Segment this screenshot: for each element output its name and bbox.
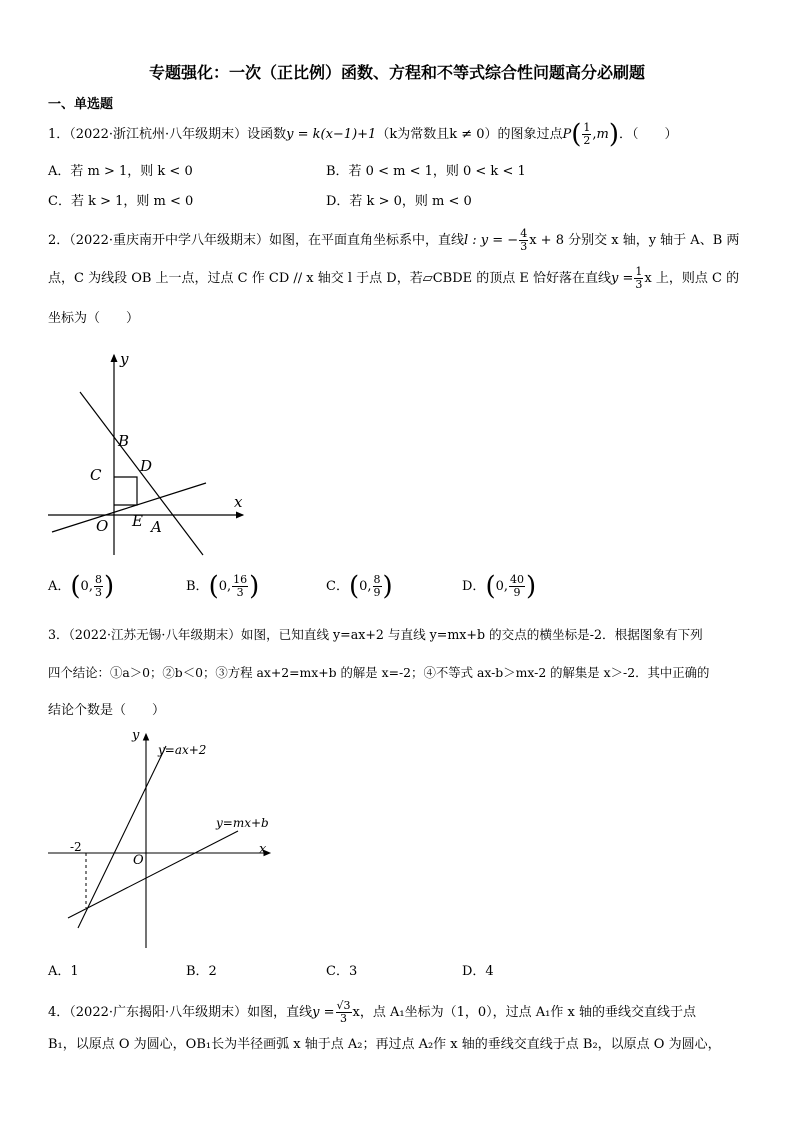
q2-slope-num: 4 <box>520 227 528 240</box>
q2-line2-den: 3 <box>635 278 643 291</box>
q2-option-b-zero: 0 <box>218 579 227 594</box>
q2-option-b-rparen: ) <box>249 571 260 602</box>
q3-line-ax2 <box>78 746 166 928</box>
q2-figure <box>48 350 248 560</box>
q1-option-c[interactable]: C．若 k > 1，则 m < 0 <box>48 194 194 209</box>
q2-option-d-num: 40 <box>510 573 525 586</box>
q3-label-line-m: y=mx+b <box>216 816 269 830</box>
q3-option-d[interactable]: D．4 <box>462 964 494 979</box>
section-heading: 一、单选题 <box>48 97 114 112</box>
q3-label-y: y <box>132 728 140 743</box>
q2-line2-suffix: x 上，则点 C 的 <box>644 271 740 286</box>
q2-stem-line3: 坐标为（ ） <box>48 311 140 326</box>
q2-line-third <box>52 483 206 532</box>
q2-option-d-label: D． <box>462 579 486 594</box>
q1-stem: 1．（2022·浙江杭州·八年级期末）设函数y = k(x−1)+1（k为常数且k ≠ 0）的图象过点P( $\frac{1}{2}$ ,m)．（ ） <box>48 119 678 150</box>
q3-option-b[interactable]: B．2 <box>186 964 217 979</box>
q2-line2-prefix: 点，C 为线段 OB 上一点，过点 C 作 CD // x 轴交 l 于点 D，若▱CBDE 的顶点 E 恰好落在直线 <box>48 271 612 286</box>
q3-figure <box>48 726 278 954</box>
q4-line1-suffix: x，点 A₁坐标为（1，0），过点 A₁作 x 轴的垂线交直线于点 <box>352 1005 696 1020</box>
q2-label-b: B <box>118 432 130 450</box>
q2-line2-num: 1 <box>635 265 643 278</box>
q2-option-b-num: 16 <box>233 573 248 586</box>
q2-option-a-label: A． <box>48 579 71 594</box>
q2-option-d-zero: 0 <box>495 579 504 594</box>
q3-option-a[interactable]: A．1 <box>48 964 79 979</box>
q2-option-c[interactable]: C．(0, $\frac{8}{9}$ ) <box>326 571 393 602</box>
q2-option-a-zero: 0 <box>80 579 89 594</box>
q2-label-d: D <box>140 457 153 475</box>
q2-parallelogram <box>114 477 137 505</box>
q2-option-a-num: 8 <box>94 573 102 586</box>
q2-option-d-fraction <box>509 574 525 599</box>
q2-line2-fraction <box>634 266 643 291</box>
q2-option-b-lparen: ( <box>208 571 219 602</box>
q4-stem-line2: B₁，以原点 O 为圆心，OB₁长为半径画弧 x 轴于点 A₂；再过点 A₂作 x 轴的垂线交直线于点 B₂，以原点 O 为圆心， <box>48 1037 721 1052</box>
q2-label-x: x <box>234 493 243 511</box>
q3-label-x: x <box>259 842 267 857</box>
q1-stem-prefix: 1．（2022·浙江杭州·八年级期末）设函数 <box>48 127 287 142</box>
q4-stem-line1 <box>48 1000 696 1025</box>
q2-label-a: A <box>151 518 162 536</box>
q4-line1-y: y = <box>312 1005 335 1020</box>
q2-option-c-den: 9 <box>373 586 381 599</box>
q2-option-b-fraction <box>232 574 248 599</box>
q2-option-c-rparen: ) <box>382 571 393 602</box>
q2-option-c-num: 8 <box>373 573 381 586</box>
q2-stem-line2 <box>48 266 739 291</box>
q2-stem-line1 <box>48 228 739 253</box>
q2-option-c-fraction <box>373 574 382 599</box>
q4-fraction-den: 3 <box>340 1012 347 1025</box>
q1-stem-middle: （k为常数且k ≠ 0）的图象过点 <box>376 127 563 142</box>
q1-fraction <box>582 122 591 147</box>
q2-label-y: y <box>120 350 129 368</box>
q3-stem-line1: 3．（2022·江苏无锡·八年级期末）如图，已知直线 y=ax+2 与直线 y=mx+b 的交点的横坐标是-2．根据图象有下列 <box>48 627 703 642</box>
q2-line1-suffix: x + 8 分别交 x 轴，y 轴于 A、B 两 <box>529 233 740 248</box>
q2-slope-fraction <box>519 228 528 253</box>
q2-option-a-fraction <box>94 574 103 599</box>
q2-option-a-lparen: ( <box>70 571 81 602</box>
q2-line1-prefix: 2．（2022·重庆南开中学八年级期末）如图，在平面直角坐标系中，直线 <box>48 233 464 248</box>
q1-option-d[interactable]: D．若 k > 0，则 m < 0 <box>326 194 472 209</box>
q2-slope-den: 3 <box>520 240 528 253</box>
q2-label-e: E <box>132 512 143 530</box>
q3-stem-line3: 结论个数是（ ） <box>48 703 166 718</box>
q1-function: y = k(x−1)+1 <box>286 127 377 142</box>
q2-option-c-zero: 0 <box>359 579 368 594</box>
q2-line2-y: y = <box>611 271 634 286</box>
q2-option-a-rparen: ) <box>103 571 115 602</box>
q2-option-a-den: 3 <box>94 586 102 599</box>
q2-option-d-den: 9 <box>513 586 521 599</box>
q1-left-paren: ( <box>571 119 582 150</box>
q1-option-a[interactable]: A．若 m > 1，则 k < 0 <box>48 164 193 179</box>
page-title: 专题强化：一次（正比例）函数、方程和不等式综合性问题高分必刷题 <box>148 63 645 82</box>
q2-option-b[interactable]: B．(0, $\frac{16}{3}$ ) <box>186 571 260 602</box>
q2-line-l: l : y = − <box>464 233 519 248</box>
q3-label-neg2: -2 <box>70 840 82 854</box>
q2-option-b-label: B． <box>186 579 209 594</box>
q4-fraction-num: √3 <box>336 999 351 1012</box>
q3-label-line-a: y=ax+2 <box>158 743 207 757</box>
q3-label-o: O <box>133 853 144 868</box>
q2-option-c-label: C． <box>326 579 349 594</box>
q2-option-d-rparen: ) <box>526 571 537 602</box>
q2-label-c: C <box>90 466 102 484</box>
q1-fraction-den: 2 <box>583 134 591 147</box>
q2-option-c-lparen: ( <box>348 571 360 602</box>
q1-point-name: P <box>562 127 572 142</box>
q1-right-paren: ) <box>608 119 620 150</box>
q2-option-d-lparen: ( <box>485 571 496 602</box>
q1-stem-suffix: ．（ ） <box>619 127 678 142</box>
q2-option-b-den: 3 <box>236 586 244 599</box>
q1-option-b[interactable]: B．若 0 < m < 1，则 0 < k < 1 <box>326 164 526 179</box>
q3-stem-line2: 四个结论：①a＞0；②b＜0；③方程 ax+2=mx+b 的解是 x=-2；④不等式 ax-b＞mx-2 的解集是 x＞-2．其中正确的 <box>48 665 710 680</box>
q3-option-c[interactable]: C．3 <box>326 964 358 979</box>
q4-fraction <box>336 1000 352 1025</box>
q2-option-a[interactable]: A．(0, $\frac{8}{3}$ ) <box>48 571 115 602</box>
q2-label-o: O <box>96 517 109 535</box>
q3-line-mxb <box>68 831 238 918</box>
q4-line1-prefix: 4．（2022·广东揭阳·八年级期末）如图，直线 <box>48 1005 313 1020</box>
q1-fraction-num: 1 <box>583 121 591 134</box>
q1-point-m: m <box>596 127 609 142</box>
q2-option-d[interactable]: D．(0, $\frac{40}{9}$ ) <box>462 571 537 602</box>
